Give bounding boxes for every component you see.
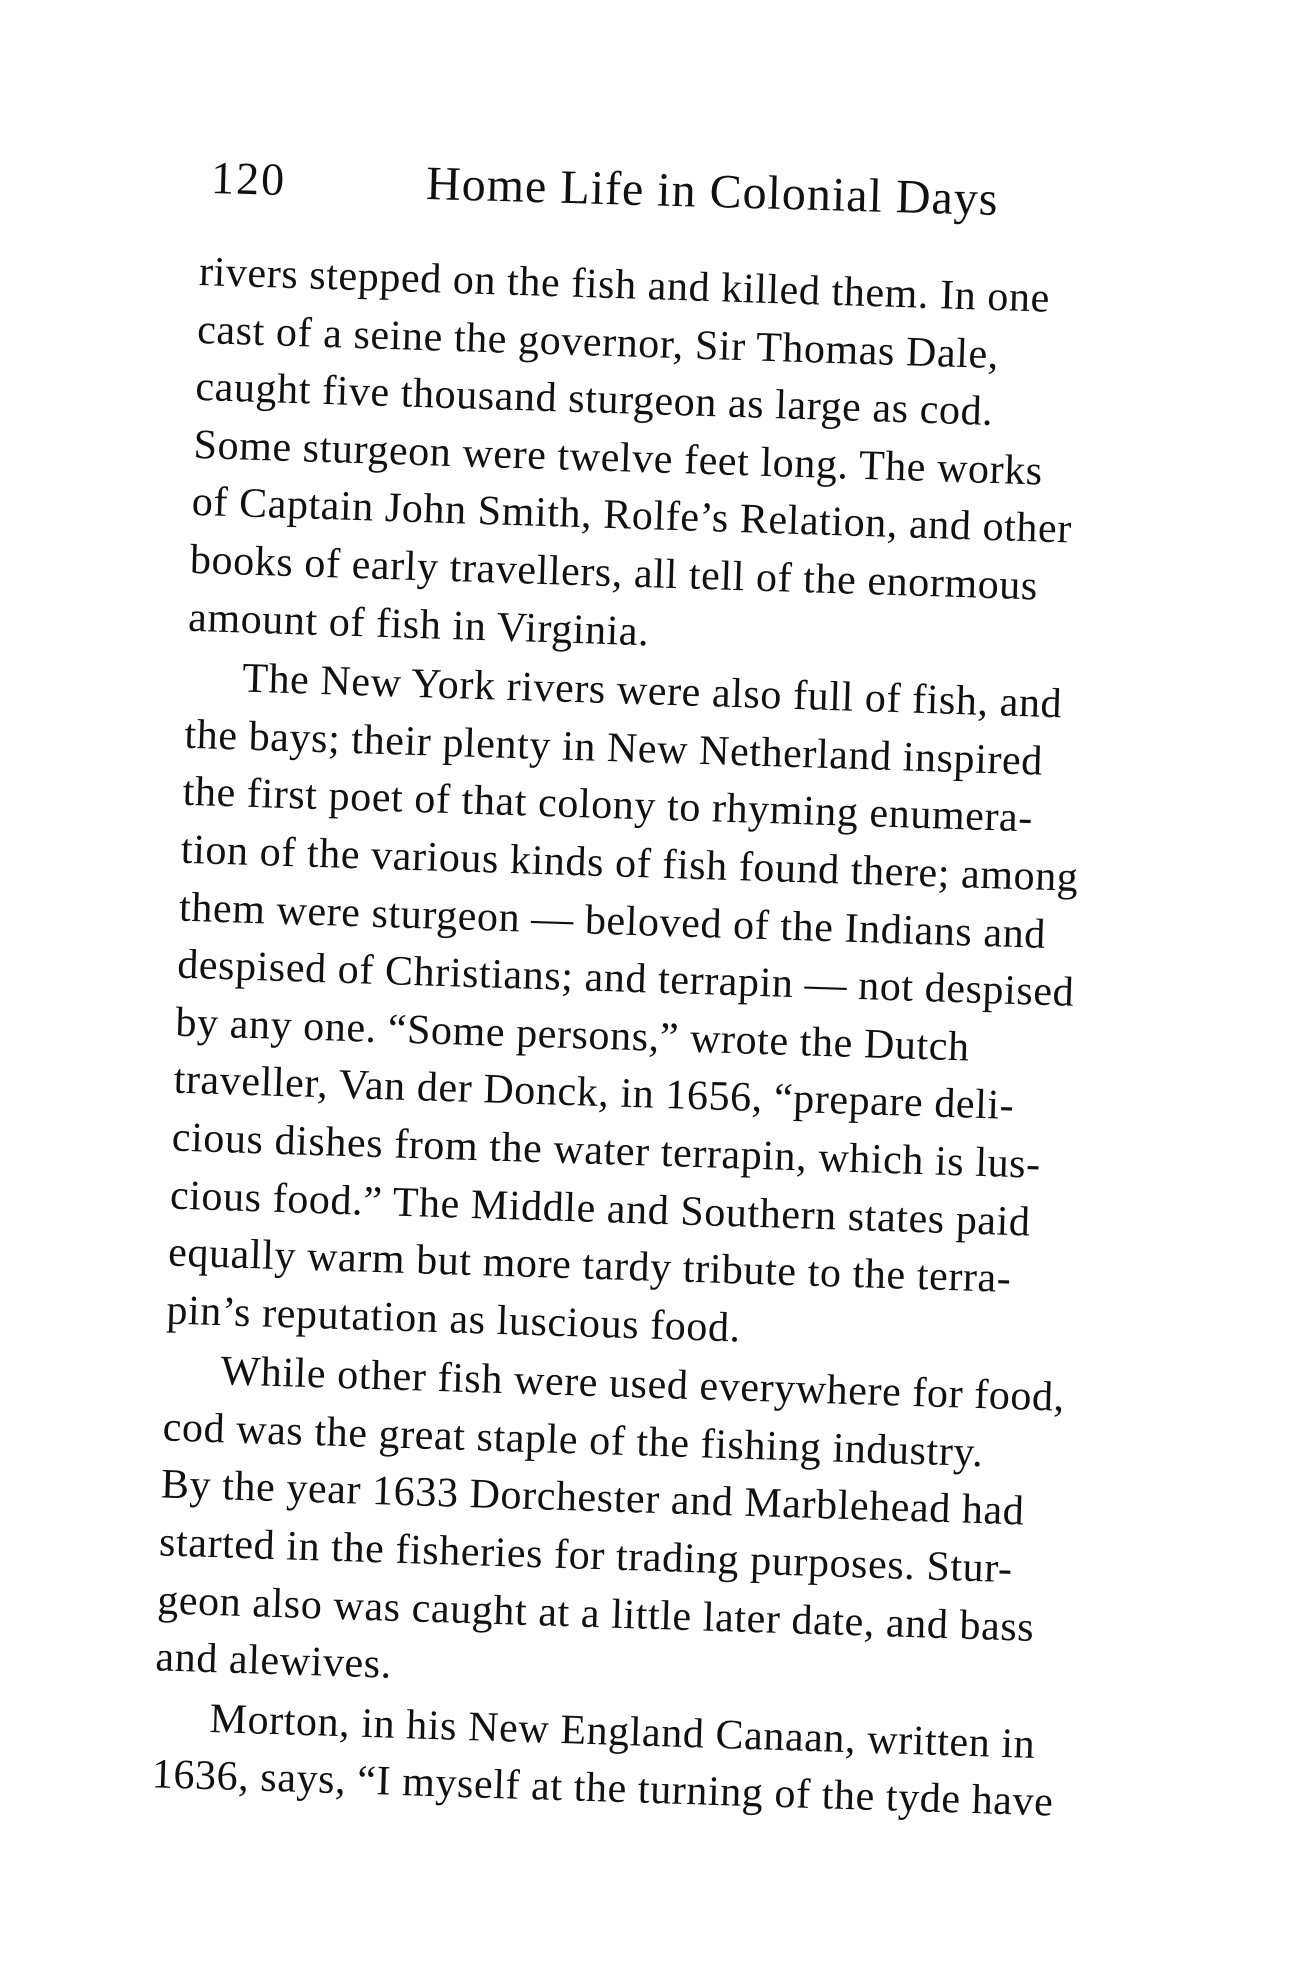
text-line: geon also was caught at a little later date, and bass xyxy=(156,1576,1036,1651)
text-line: despised of Christians; and terrapin — not despised xyxy=(176,941,1075,1016)
text-line: pin’s reputation as luscious food. xyxy=(165,1287,742,1352)
paragraph-3 xyxy=(155,1342,1255,1722)
text-line: cod was the great staple of the fishing industry. xyxy=(162,1404,985,1477)
text-line: 1636, says, “I myself at the turning of the tyde have xyxy=(151,1751,1055,1826)
text-line: caught five thousand sturgeon as large as cod. xyxy=(194,364,995,436)
text-line: cious dishes from the water terrapin, which is lus- xyxy=(171,1114,1042,1188)
text-line: While other fish were used everywhere for food, xyxy=(219,1348,1066,1422)
text-line: tion of the various kinds of fish found there; among xyxy=(180,826,1080,901)
text-line: cast of a seine the governor, Sir Thomas Dale, xyxy=(196,306,1000,378)
running-title: Home Life in Colonial Days xyxy=(425,157,1000,226)
text-line: Morton, in his New England Canaan, written in xyxy=(208,1695,1037,1768)
text-line: The New York rivers were also full of fish, and xyxy=(241,655,1063,728)
text-line: rivers stepped on the fish and killed them. In one xyxy=(198,248,1051,322)
text-line: of Captain John Smith, Rolfe’s Relation, and other xyxy=(191,479,1073,553)
paragraph-1 xyxy=(187,244,1289,681)
text-line: the first poet of that colony to rhyming enumera- xyxy=(182,769,1034,842)
text-line: books of early travellers, all tell of the enormous xyxy=(189,536,1039,610)
paragraph-2 xyxy=(166,649,1277,1374)
text-line: Some sturgeon were twelve feet long. The works xyxy=(192,421,1044,495)
text-line: by any one. “Some persons,” wrote the Dutch xyxy=(174,999,971,1071)
text-line: started in the fisheries for trading purposes. Stur- xyxy=(158,1519,1014,1593)
text-line: the bays; their plenty in New Netherland inspired xyxy=(183,711,1044,785)
text-line: By the year 1633 Dorchester and Marblehead had xyxy=(160,1461,1026,1535)
text-line: traveller, Van der Donck, in 1656, “prepare deli- xyxy=(173,1056,1016,1130)
text-line: cious food.” The Middle and Southern states paid xyxy=(169,1172,1032,1246)
text-line: amount of fish in Virginia. xyxy=(187,594,651,655)
page-number: 120 xyxy=(210,151,287,206)
body-text xyxy=(151,244,1289,1838)
text-line: equally warm but more tardy tribute to the terra- xyxy=(167,1229,1013,1303)
running-head xyxy=(210,150,1291,236)
text-line: and alewives. xyxy=(154,1634,393,1688)
text-line: them were sturgeon — beloved of the Indians and xyxy=(178,884,1047,958)
